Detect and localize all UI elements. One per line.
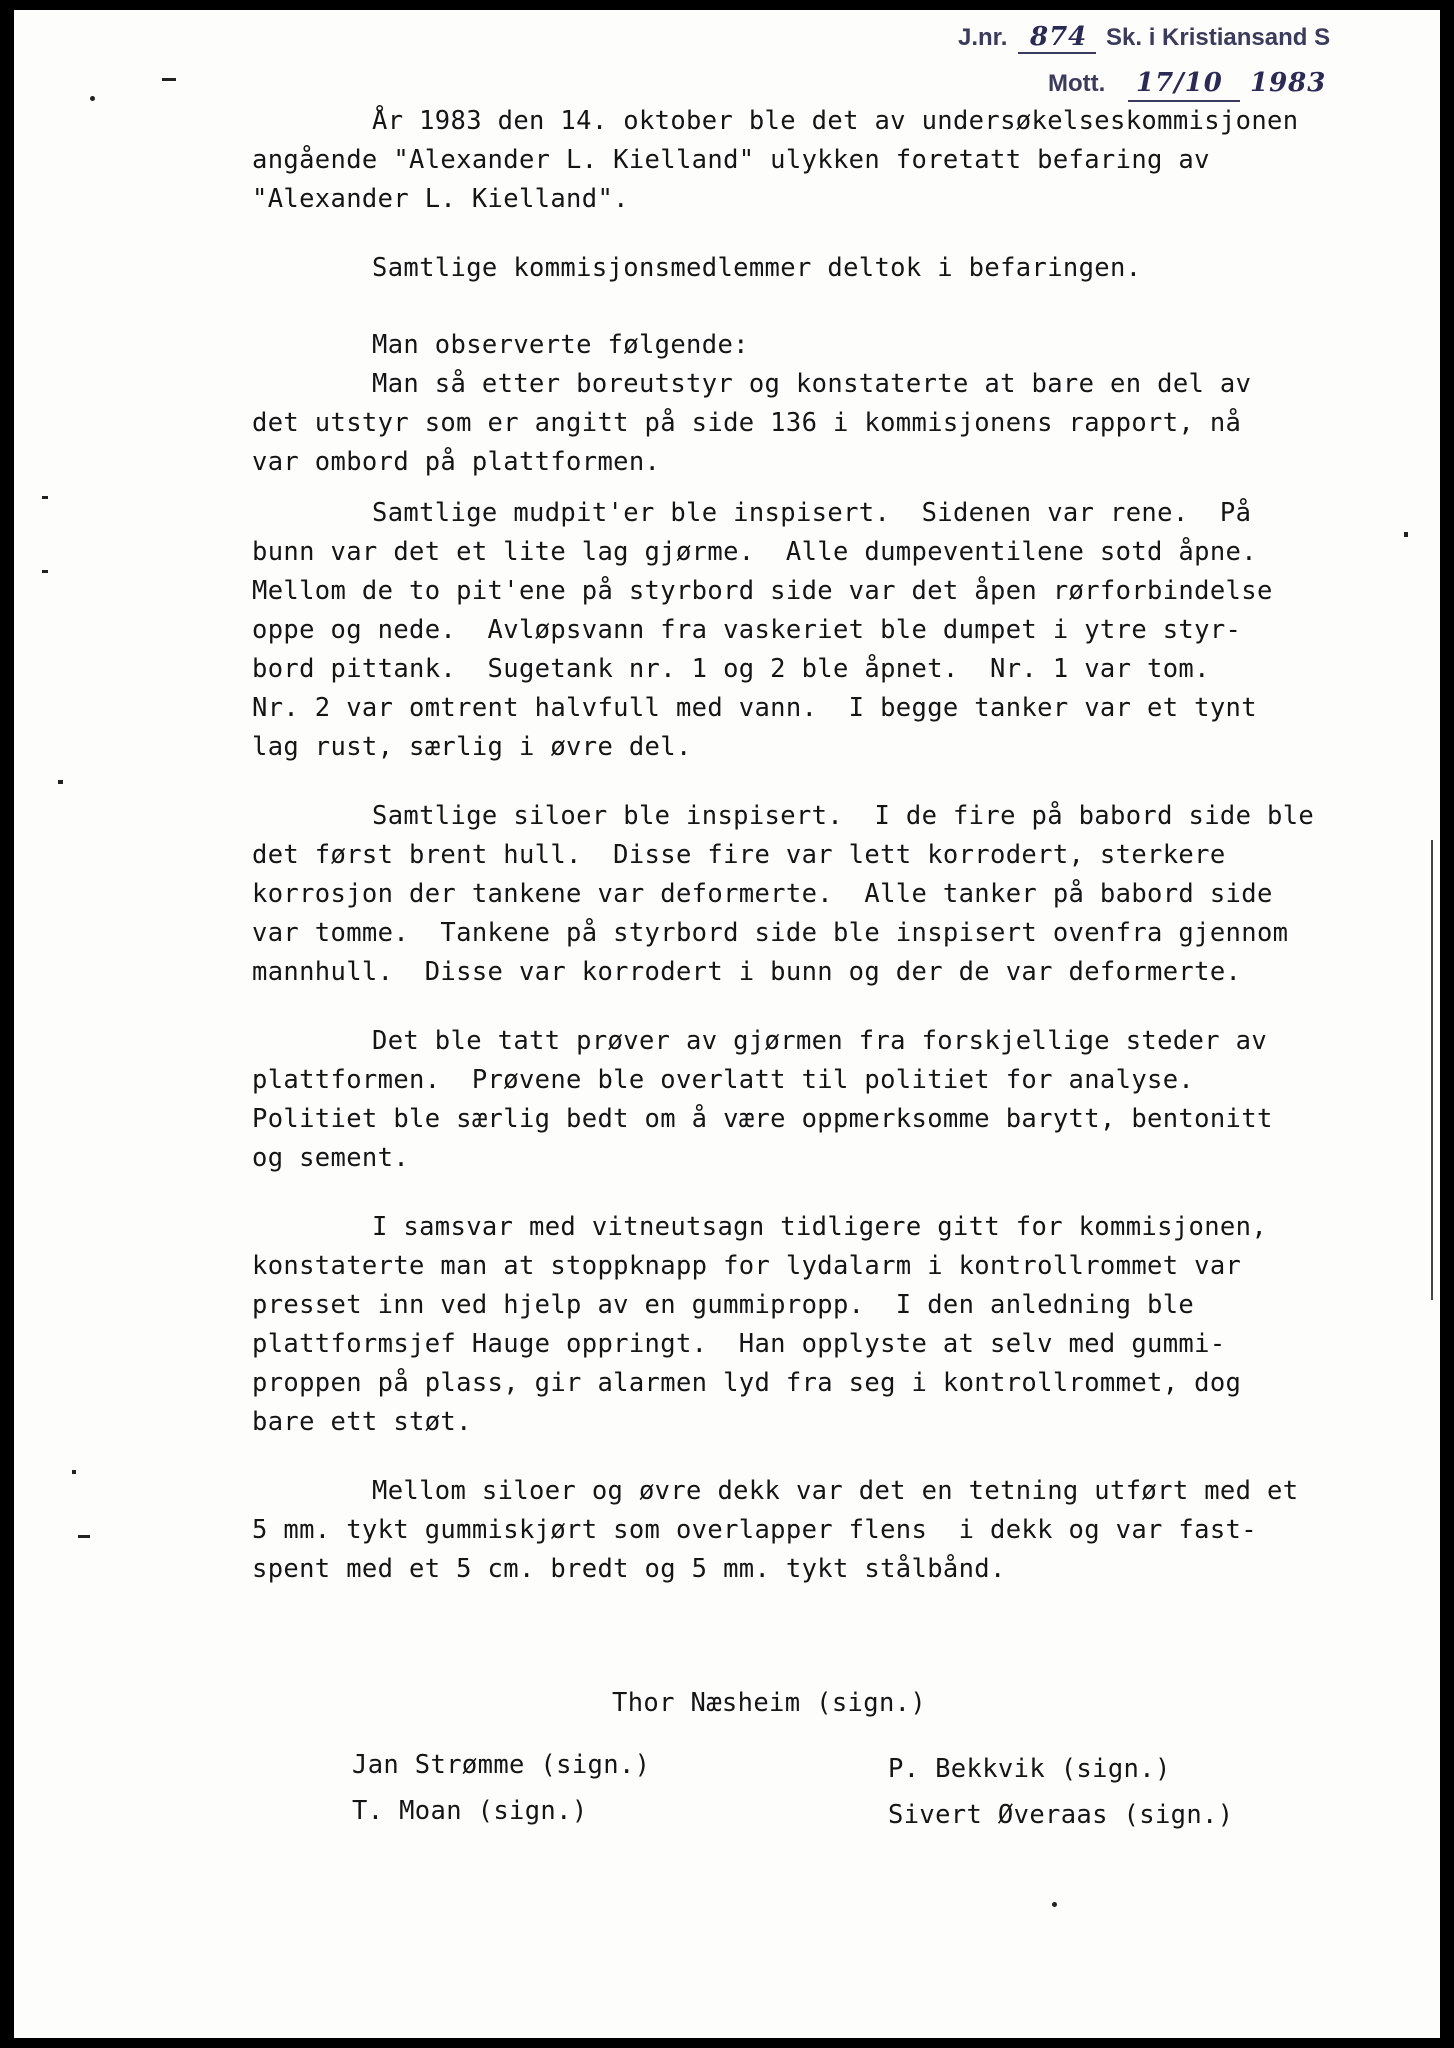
paragraph-5	[252, 797, 1422, 992]
text-line: var ombord på plattformen.	[252, 447, 661, 477]
text-line: Man så etter boreutstyr og konstaterte at bare en del av	[372, 369, 1252, 399]
text-line: konstaterte man at stoppknapp for lydalarm i kontrollrommet var	[252, 1251, 1242, 1281]
text-line: mannhull. Disse var korrodert i bunn og der de var deformerte.	[252, 957, 1242, 987]
stamp-jnr-line	[958, 24, 1398, 64]
margin-mark	[58, 780, 63, 784]
document-page	[14, 10, 1440, 2038]
margin-mark	[90, 96, 95, 101]
paragraph-2: Samtlige kommisjonsmedlemmer deltok i befaringen.	[372, 253, 1142, 283]
margin-mark	[78, 1535, 90, 1538]
text-line: oppe og nede. Avløpsvann fra vaskeriet ble dumpet i ytre styr-	[252, 615, 1242, 645]
received-stamp	[958, 24, 1398, 110]
text-line: spent med et 5 cm. bredt og 5 mm. tykt stålbånd.	[252, 1554, 1006, 1584]
signature-left-2: T. Moan (sign.)	[352, 1796, 588, 1826]
margin-mark	[1052, 1902, 1057, 1907]
text-line: det først brent hull. Disse fire var lett korrodert, sterkere	[252, 840, 1226, 870]
paragraph-3-intro: Man observerte følgende:	[372, 330, 749, 360]
document-body	[252, 102, 1422, 1589]
signature-left-1: Jan Strømme (sign.)	[352, 1750, 651, 1780]
stamp-jnr-value: 874	[1030, 22, 1088, 52]
text-line: bord pittank. Sugetank nr. 1 og 2 ble åpnet. Nr. 1 var tom.	[252, 654, 1210, 684]
text-line: proppen på plass, gir alarmen lyd fra seg i kontrollrommet, dog	[252, 1368, 1242, 1398]
text-line: Politiet ble særlig bedt om å være oppmerksomme barytt, bentonitt	[252, 1104, 1273, 1134]
signature-right-1: P. Bekkvik (sign.)	[888, 1754, 1171, 1784]
text-line: plattformsjef Hauge oppringt. Han opplyste at selv med gummi-	[252, 1329, 1226, 1359]
text-line: var tomme. Tankene på styrbord side ble inspisert ovenfra gjennom	[252, 918, 1289, 948]
text-line: Det ble tatt prøver av gjørmen fra forskjellige steder av	[372, 1026, 1268, 1056]
stamp-mott-year: 1983	[1250, 68, 1327, 98]
right-margin-rule	[1431, 840, 1433, 1300]
stamp-office: Sk. i Kristiansand S	[1106, 24, 1331, 51]
stamp-jnr-underline	[1018, 52, 1096, 54]
stamp-mott-label: Mott.	[1048, 70, 1106, 97]
paragraph-4	[252, 494, 1422, 767]
paragraph-6	[252, 1022, 1422, 1178]
text-line: "Alexander L. Kielland".	[252, 184, 629, 214]
signature-chair: Thor Næsheim (sign.)	[612, 1688, 927, 1718]
text-line: I samsvar med vitneutsagn tidligere gitt for kommisjonen,	[372, 1212, 1268, 1242]
margin-mark	[162, 78, 176, 81]
text-line: År 1983 den 14. oktober ble det av undersøkelseskommisjonen	[372, 106, 1299, 136]
text-line: angående "Alexander L. Kielland" ulykken foretatt befaring av	[252, 145, 1210, 175]
text-line: plattformen. Prøvene ble overlatt til politiet for analyse.	[252, 1065, 1195, 1095]
stamp-jnr-label: J.nr.	[958, 24, 1008, 51]
text-line: korrosjon der tankene var deformerte. Alle tanker på babord side	[252, 879, 1273, 909]
text-line: bare ett støt.	[252, 1407, 472, 1437]
text-line: det utstyr som er angitt på side 136 i kommisjonens rapport, nå	[252, 408, 1242, 438]
margin-mark	[42, 496, 48, 499]
text-line: Mellom siloer og øvre dekk var det en tetning utført med et	[372, 1476, 1299, 1506]
text-line: presset inn ved hjelp av en gummipropp. I den anledning ble	[252, 1290, 1195, 1320]
signature-right-2: Sivert Øveraas (sign.)	[888, 1800, 1234, 1830]
paragraph-8	[252, 1472, 1422, 1589]
text-line: Samtlige mudpit'er ble inspisert. Sidenen var rene. På	[372, 498, 1252, 528]
text-line: 5 mm. tykt gummiskjørt som overlapper flens i dekk og var fast-	[252, 1515, 1257, 1545]
text-line: Nr. 2 var omtrent halvfull med vann. I begge tanker var et tynt	[252, 693, 1257, 723]
paragraph-3	[252, 365, 1422, 482]
text-line: Samtlige siloer ble inspisert. I de fire på babord side ble	[372, 801, 1315, 831]
text-line: lag rust, særlig i øvre del.	[252, 732, 692, 762]
stamp-mott-date: 17/10	[1136, 68, 1223, 98]
paragraph-1	[252, 102, 1422, 219]
paragraph-7	[252, 1208, 1422, 1442]
text-line: bunn var det et lite lag gjørme. Alle dumpeventilene sotd åpne.	[252, 537, 1257, 567]
text-line: Mellom de to pit'ene på styrbord side var det åpen rørforbindelse	[252, 576, 1273, 606]
margin-mark	[72, 1470, 76, 1474]
text-line: og sement.	[252, 1143, 410, 1173]
margin-mark	[42, 570, 48, 573]
